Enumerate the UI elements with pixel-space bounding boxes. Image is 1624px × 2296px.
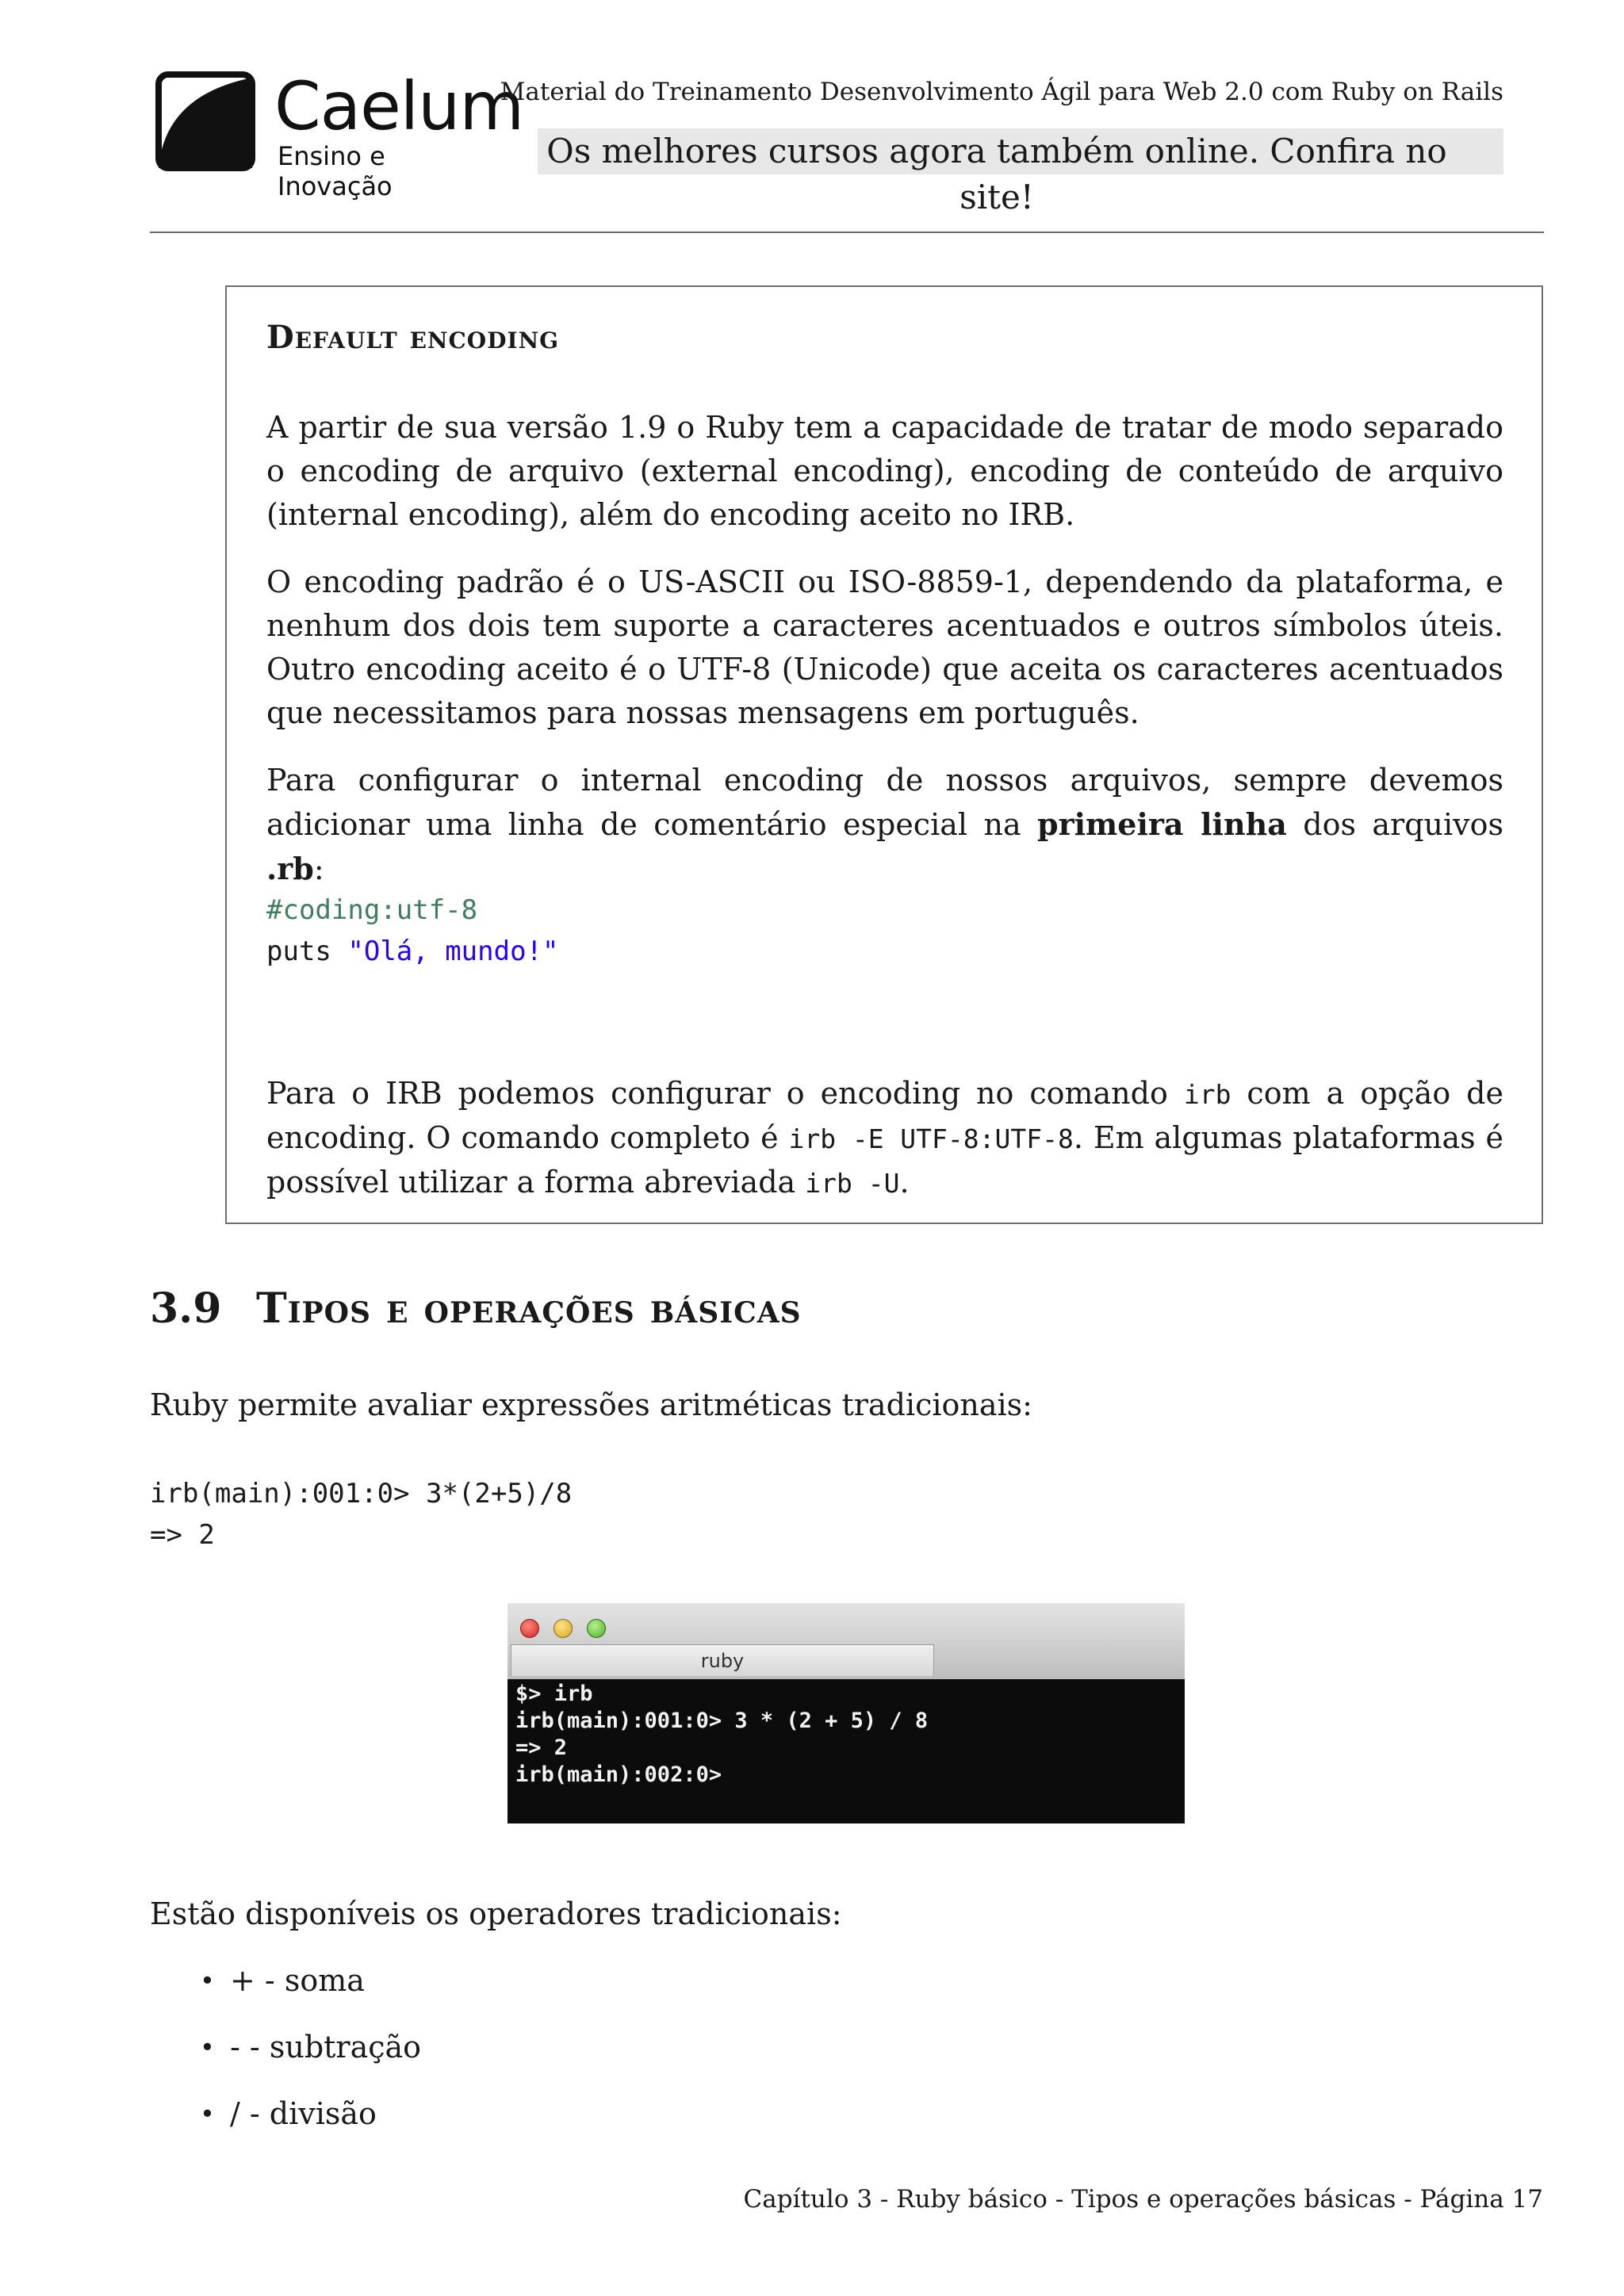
code-keyword: puts xyxy=(266,936,331,967)
terminal-line: $> irb xyxy=(515,1682,593,1706)
code-string: "Olá, mundo!" xyxy=(347,936,559,967)
code-line: => 2 xyxy=(150,1519,215,1551)
logo-tagline: Ensino e Inovação xyxy=(278,141,393,201)
box-paragraph: A partir de sua versão 1.9 o Ruby tem a capacidade de tratar de modo separado o encoding de arquivo (external encoding), encoding de conteúdo de arquivo (internal encoding), além do encoding aceito no IRB. xyxy=(266,410,1503,532)
minimize-icon xyxy=(553,1619,573,1638)
section-intro: Ruby permite avaliar expressões aritméticas tradicionais: xyxy=(150,1387,1032,1422)
box-paragraph: Para configurar o internal encoding de nossos arquivos, sempre devemos adicionar uma linha de comentário especial na primeira linha dos arquivos .rb: xyxy=(266,763,1504,886)
bold-text: primeira linha xyxy=(1037,806,1287,842)
terminal-line: irb(main):001:0> 3 * (2 + 5) / 8 xyxy=(515,1709,929,1733)
terminal-titlebar xyxy=(508,1603,1185,1679)
zoom-icon xyxy=(587,1619,606,1638)
code-line xyxy=(266,931,1503,972)
section-number: 3.9 xyxy=(150,1284,222,1333)
inline-code: irb -U xyxy=(805,1168,900,1199)
box-paragraph: Para o IRB podemos configurar o encoding no comando irb com a opção de encoding. O comando completo é irb -E UTF-8:UTF-8. Em algumas plataformas é possível utilizar a forma abreviada irb -U. xyxy=(266,1076,1503,1200)
code-block xyxy=(150,1473,572,1556)
svg-text:*: * xyxy=(167,80,177,104)
inline-code: irb -E UTF-8:UTF-8 xyxy=(788,1123,1074,1154)
bold-text: .rb xyxy=(266,851,314,886)
logo-name: Caelum xyxy=(274,67,524,145)
page-footer: Capítulo 3 - Ruby básico - Tipos e operações básicas - Página 17 xyxy=(743,2185,1543,2214)
promo-banner-text: Os melhores cursos agora também online. Confira no site! xyxy=(546,132,1447,216)
course-title: Material do Treinamento Desenvolvimento Ágil para Web 2.0 com Ruby on Rails xyxy=(500,78,1503,106)
section-title: Tipos e operações básicas xyxy=(256,1284,802,1333)
box-title: Default encoding xyxy=(266,319,560,356)
list-item: • / - divisão xyxy=(200,2093,421,2160)
code-line: irb(main):001:0> 3*(2+5)/8 xyxy=(150,1478,573,1510)
logo-mark-icon xyxy=(155,71,255,171)
caelum-logo xyxy=(155,67,524,201)
operators-intro: Estão disponíveis os operadores tradicionais: xyxy=(150,1896,842,1931)
list-item: • + - soma xyxy=(200,1960,421,2026)
close-icon xyxy=(520,1619,539,1638)
list-item: • - - subtração xyxy=(200,2026,421,2093)
terminal-screenshot xyxy=(508,1603,1185,1823)
code-block xyxy=(266,890,1503,972)
section-heading xyxy=(150,1283,802,1335)
terminal-line: => 2 xyxy=(515,1735,568,1760)
promo-banner xyxy=(538,128,1503,216)
default-encoding-box xyxy=(225,285,1543,1224)
inline-code: irb xyxy=(1183,1079,1231,1110)
header-divider xyxy=(150,232,1544,233)
code-comment: #coding:utf-8 xyxy=(266,894,478,926)
terminal-output xyxy=(515,1681,928,1789)
box-paragraph: O encoding padrão é o US-ASCII ou ISO-8859-1, dependendo da plataforma, e nenhum dos dois tem suporte a caracteres acentuados e outros símbolos úteis. Outro encoding aceito é o UTF-8 (Unicode) que aceita os caracteres acentuados que necessitamos para nossas mensagens em português. xyxy=(266,564,1503,730)
terminal-tab: ruby xyxy=(511,1644,934,1676)
operators-list xyxy=(200,1960,421,2160)
terminal-line: irb(main):002:0> xyxy=(515,1762,722,1787)
